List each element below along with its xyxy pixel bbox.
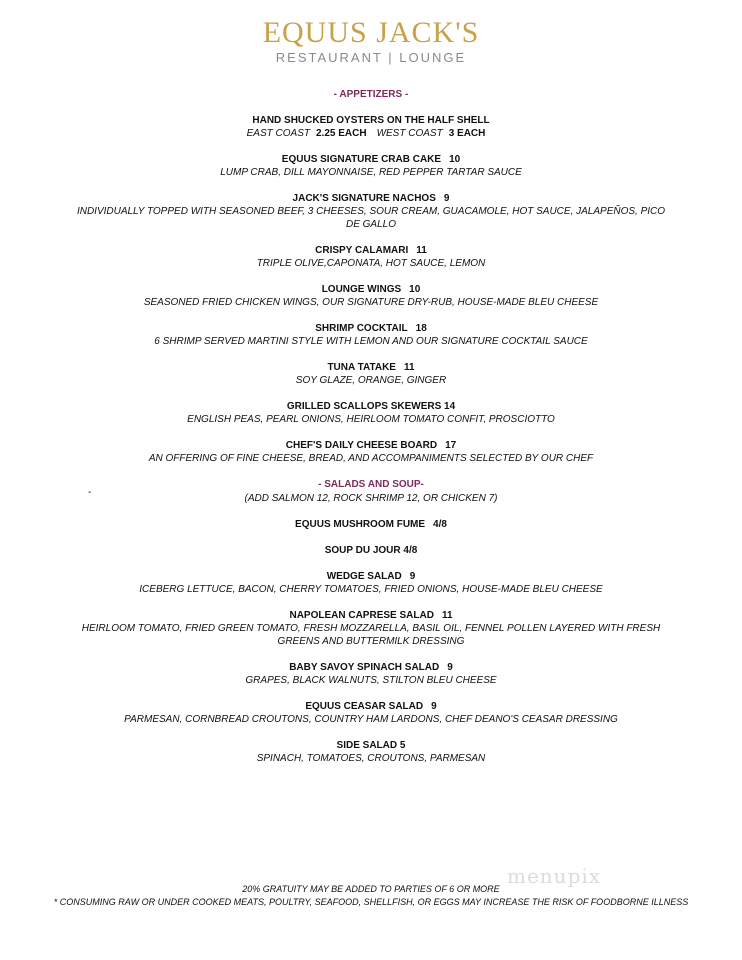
item-name: JACK'S SIGNATURE NACHOS <box>292 193 436 204</box>
menu-item <box>0 700 742 726</box>
item-name: CRISPY CALAMARI <box>315 245 409 256</box>
item-title <box>0 518 742 531</box>
item-description: SEASONED FRIED CHICKEN WINGS, OUR SIGNATURE DRY-RUB, HOUSE-MADE BLEU CHEESE <box>143 297 599 308</box>
item-title <box>0 439 742 452</box>
salad-list <box>0 518 742 765</box>
item-description: SPINACH, TOMATOES, CROUTONS, PARMESAN <box>256 753 486 764</box>
item-title <box>0 544 742 557</box>
appetizers-heading: - APPETIZERS - <box>333 89 409 100</box>
item-price: 17 <box>445 440 457 451</box>
item-name: LOUNGE WINGS <box>321 284 402 295</box>
menu-item <box>0 609 742 648</box>
item-name: EQUUS CEASAR SALAD <box>305 701 424 712</box>
east-coast-price: 2.25 EACH <box>315 128 367 139</box>
item-title <box>0 400 742 413</box>
salads-addon-note: (ADD SALMON 12, ROCK SHRIMP 12, OR CHICKEN 7) <box>244 493 498 504</box>
item-description: TRIPLE OLIVE,CAPONATA, HOT SAUCE, LEMON <box>256 258 486 269</box>
item-name: SOUP DU JOUR 4/8 <box>324 545 418 556</box>
item-title <box>0 739 742 752</box>
item-title <box>0 192 742 205</box>
item-name: SIDE SALAD 5 <box>336 740 406 751</box>
item-name: NAPOLEAN CAPRESE SALAD <box>289 610 434 621</box>
restaurant-logo <box>0 16 742 66</box>
item-price: 9 <box>443 193 450 204</box>
salads-section <box>0 478 742 505</box>
item-price: 9 <box>447 662 453 673</box>
menu-item <box>0 570 742 596</box>
item-name: CHEF'S DAILY CHEESE BOARD <box>285 440 438 451</box>
item-title <box>0 570 742 583</box>
menu-item <box>0 283 742 309</box>
menu-item <box>0 518 742 531</box>
item-title <box>0 361 742 374</box>
foodborne-warning: * CONSUMING RAW OR UNDER COOKED MEATS, POULTRY, SEAFOOD, SHELLFISH, OR EGGS MAY INCREASE THE RISK OF FOODBORNE ILLNESS <box>53 897 689 907</box>
item-title <box>0 609 742 622</box>
item-description: PARMESAN, CORNBREAD CROUTONS, COUNTRY HAM LARDONS, CHEF DEANO'S CEASAR DRESSING <box>124 714 618 725</box>
appetizer-list <box>0 153 742 465</box>
item-price: 11 <box>416 245 427 256</box>
item-description: ENGLISH PEAS, PEARL ONIONS, HEIRLOOM TOMATO CONFIT, PROSCIOTTO <box>187 414 555 425</box>
item-name: TUNA TATAKE <box>327 362 396 373</box>
item-description: LUMP CRAB, DILL MAYONNAISE, RED PEPPER TARTAR SAUCE <box>220 167 522 178</box>
item-description: INDIVIDUALLY TOPPED WITH SEASONED BEEF, 3 CHEESES, SOUR CREAM, GUACAMOLE, HOT SAUCE, JALAPEÑOS, PICO DE GALLO <box>76 206 666 230</box>
item-title <box>0 322 742 335</box>
stray-dash: - <box>88 487 92 498</box>
menu-item <box>0 661 742 687</box>
item-price: 18 <box>415 323 427 334</box>
menu-footer <box>0 883 742 909</box>
item-description: SOY GLAZE, ORANGE, GINGER <box>295 375 447 386</box>
menu-item <box>0 322 742 348</box>
item-price: 9 <box>431 701 437 712</box>
west-coast-label: WEST COAST <box>376 128 443 139</box>
item-price: 11 <box>403 362 415 373</box>
menu-item-oysters <box>0 114 742 140</box>
item-title <box>0 700 742 713</box>
item-description: HEIRLOOM TOMATO, FRIED GREEN TOMATO, FRESH MOZZARELLA, BASIL OIL, FENNEL POLLEN LAYERED WITH FRESH GREENS AND BUTTERMILK DRESSING <box>81 623 661 647</box>
item-name: SHRIMP COCKTAIL <box>315 323 408 334</box>
menu-item <box>0 439 742 465</box>
item-price: 11 <box>441 610 453 621</box>
item-description: AN OFFERING OF FINE CHEESE, BREAD, AND ACCOMPANIMENTS SELECTED BY OUR CHEF <box>148 453 594 464</box>
menu-item <box>0 192 742 231</box>
menu-item <box>0 244 742 270</box>
menu-item <box>0 361 742 387</box>
item-name: GRILLED SCALLOPS SKEWERS 14 <box>286 401 456 412</box>
item-price: 9 <box>409 571 416 582</box>
item-name: EQUUS MUSHROOM FUME <box>295 519 426 530</box>
salads-heading: - SALADS AND SOUP- <box>318 479 424 490</box>
item-title <box>0 153 742 166</box>
item-price: 10 <box>409 284 421 295</box>
menu-item <box>0 739 742 765</box>
item-title <box>0 283 742 296</box>
menu-item <box>0 544 742 557</box>
logo-tagline: RESTAURANT | LOUNGE <box>275 50 467 65</box>
menu-body <box>0 88 742 765</box>
menu-item <box>0 153 742 179</box>
menupix-watermark: menupix <box>507 864 602 888</box>
oyster-prices <box>0 127 742 140</box>
item-name: WEDGE SALAD <box>326 571 402 582</box>
item-price: 4/8 <box>433 519 447 530</box>
item-title: HAND SHUCKED OYSTERS ON THE HALF SHELL <box>252 115 490 126</box>
item-title <box>0 661 742 674</box>
item-description: ICEBERG LETTUCE, BACON, CHERRY TOMATOES, FRIED ONIONS, HOUSE-MADE BLEU CHEESE <box>139 584 603 595</box>
menu-item <box>0 400 742 426</box>
item-name: EQUUS SIGNATURE CRAB CAKE <box>281 154 442 165</box>
gratuity-note: 20% GRATUITY MAY BE ADDED TO PARTIES OF 6 OR MORE <box>242 884 500 894</box>
item-description: 6 SHRIMP SERVED MARTINI STYLE WITH LEMON AND OUR SIGNATURE COCKTAIL SAUCE <box>154 336 588 347</box>
item-description: GRAPES, BLACK WALNUTS, STILTON BLEU CHEESE <box>245 675 497 686</box>
item-price: 10 <box>449 154 461 165</box>
item-title <box>0 244 742 257</box>
east-coast-label: EAST COAST <box>246 128 310 139</box>
west-coast-price: 3 EACH <box>448 128 486 139</box>
logo-name: EQUUS JACK'S <box>262 16 480 49</box>
item-name: BABY SAVOY SPINACH SALAD <box>289 662 440 673</box>
